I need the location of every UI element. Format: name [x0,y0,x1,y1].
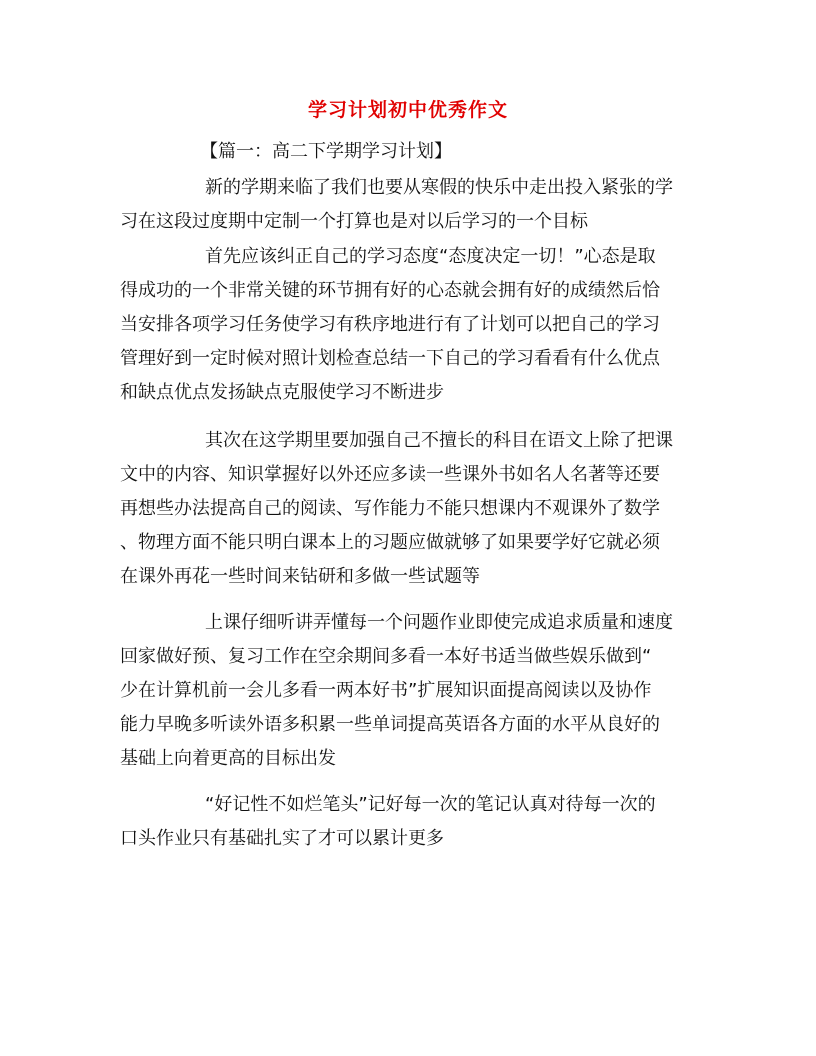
paragraph-line: 其次在这学期里要加强自己不擅长的科目在语文上除了把课 [205,430,673,451]
paragraph-line: 上课仔细听讲弄懂每一个问题作业即使完成追求质量和速度 [205,612,673,633]
paragraph-line: 在课外再花一些时间来钻研和多做一些试题等 [120,566,480,587]
paragraph-line: “好记性不如烂笔头”记好每一次的笔记认真对待每一次的 [205,794,656,815]
paragraph-2 [120,240,700,410]
paragraph-5 [120,788,700,856]
paragraph-line: 回家做好预、复习工作在空余期间多看一本好书适当做些娱乐做到“ [120,646,652,667]
paragraph-line: 基础上向着更高的目标出发 [120,748,336,769]
paragraph-line: 少在计算机前一会儿多看一两本好书”扩展知识面提高阅读以及协作 [120,680,652,701]
paragraph-line: 文中的内容、知识掌握好以外还应多读一些课外书如名人名著等还要 [120,464,660,485]
paragraph-4 [120,606,700,776]
paragraph-line: 口头作业只有基础扎实了才可以累计更多 [120,828,444,849]
paragraph-line: 当安排各项学习任务使学习有秩序地进行有了计划可以把自己的学习 [120,314,660,335]
document-title: 学习计划初中优秀作文 [307,99,508,121]
paragraph-1 [120,171,700,239]
paragraph-line: 管理好到一定时候对照计划检查总结一下自己的学习看看有什么优点 [120,348,660,369]
paragraph-line: 和缺点优点发扬缺点克服使学习不断进步 [120,382,444,403]
paragraph-line: 得成功的一个非常关键的环节拥有好的心态就会拥有好的成绩然后恰 [120,280,660,301]
paragraph-3 [120,424,700,594]
paragraph-line: 再想些办法提高自己的阅读、写作能力不能只想课内不观课外了数学 [120,498,660,519]
paragraph-line: 新的学期来临了我们也要从寒假的快乐中走出投入紧张的学 [205,177,673,198]
paragraph-line: 首先应该纠正自己的学习态度“态度决定一切！”心态是取 [205,246,656,267]
paragraph-line: 能力早晚多听读外语多积累一些单词提高英语各方面的水平从良好的 [120,714,660,735]
section-heading: 【篇一：高二下学期学习计划】 [200,141,452,162]
paragraph-line: 、物理方面不能只明白课本上的习题应做就够了如果要学好它就必须 [120,532,660,553]
paragraph-line: 习在这段过度期中定制一个打算也是对以后学习的一个目标 [120,211,588,232]
